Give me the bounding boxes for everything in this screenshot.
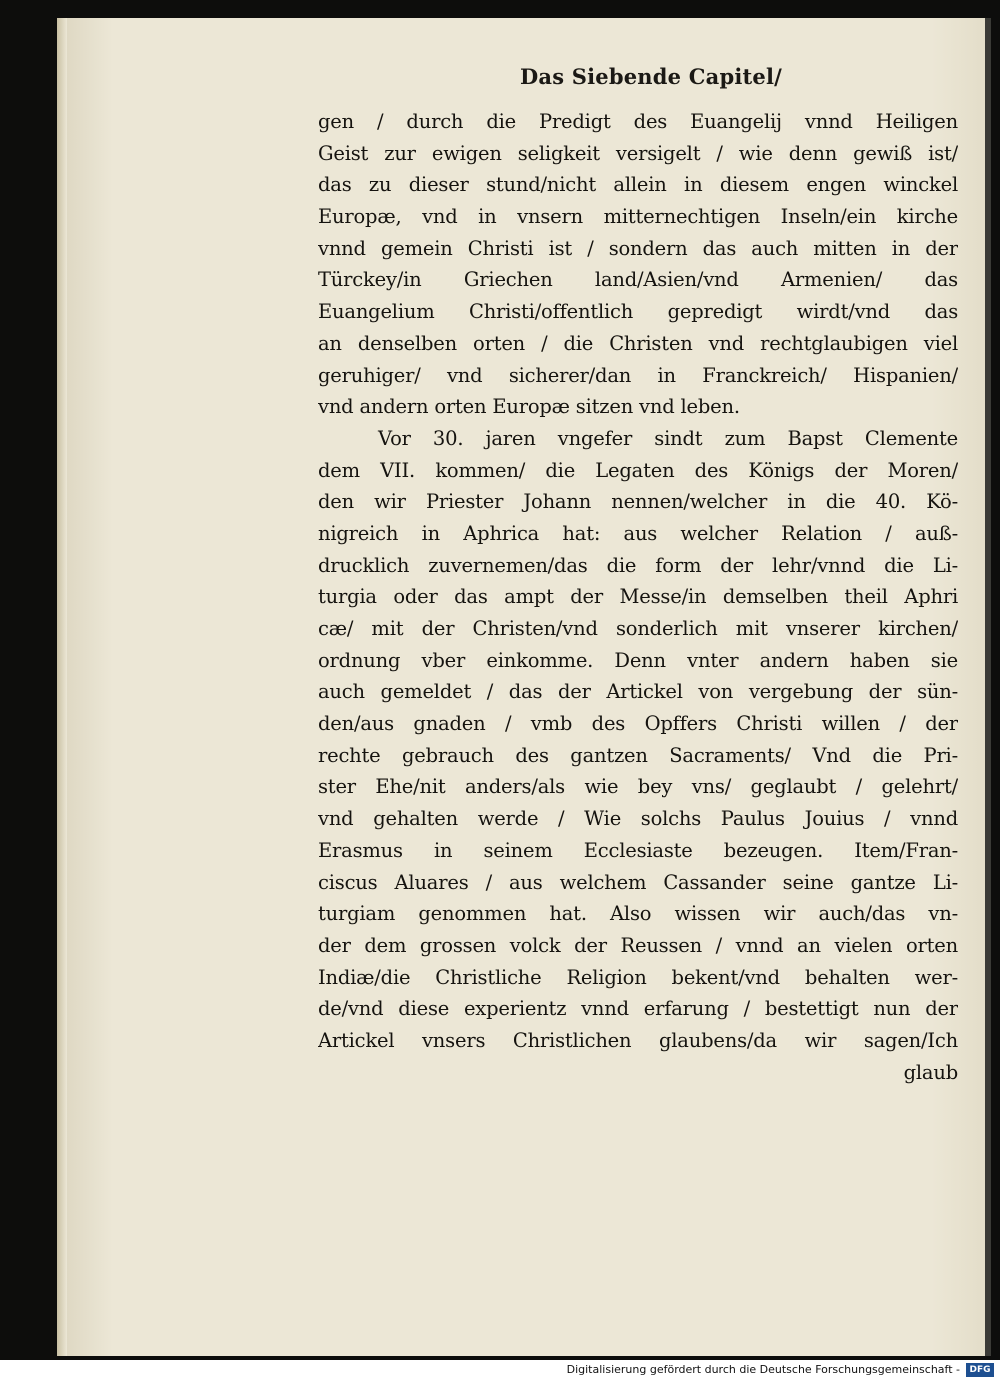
funding-credit: Digitalisierung gefördert durch die Deutsche Forschungsgemeinschaft -	[566, 1363, 960, 1376]
text-line: cæ/ mit der Christen/vnd sonderlich mit vnserer kirchen/	[318, 617, 958, 640]
text-line: Vor 30. jaren vngefer sindt zum Bapst Clemente	[378, 426, 958, 450]
text-line: vnnd gemein Christi ist / sondern das auch mitten in der	[318, 236, 958, 260]
text-line: turgiam genommen hat. Also wissen wir auch/das vn-	[318, 902, 958, 926]
text-line: den/aus gnaden / vmb des Opffers Christi willen / der	[318, 712, 958, 736]
text-line: gen / durch die Predigt des Euangelij vnnd Heiligen	[318, 110, 958, 133]
text-line: vnd andern orten Europæ sitzen vnd leben.	[318, 395, 740, 419]
text-line: Europæ, vnd in vnsern mitternechtigen Inseln/ein kirche	[318, 205, 958, 229]
text-line: geruhiger/ vnd sicherer/dan in Franckreich/ Hispanien/	[318, 363, 958, 387]
text-line: auch gemeldet / das der Artickel von vergebung der sün-	[318, 680, 958, 704]
text-line: Türckey/in Griechen land/Asien/vnd Armenien/ das	[318, 268, 958, 292]
running-head: Das Siebende Capitel/	[520, 64, 783, 89]
text-line: turgia oder das ampt der Messe/in demselben theil Aphri	[318, 585, 958, 609]
text-line: dem VII. kommen/ die Legaten des Königs der Moren/	[318, 458, 958, 482]
page-gutter-shadow	[57, 18, 67, 1356]
page-body-text	[318, 106, 958, 1088]
text-line: das zu dieser stund/nicht allein in diesem engen winckel	[318, 173, 958, 197]
text-line: Artickel vnsers Christlichen glaubens/da wir sagen/Ich	[318, 1028, 958, 1052]
text-line: nigreich in Aphrica hat: aus welcher Relation / auß-	[318, 521, 958, 545]
text-line: den wir Priester Johann nennen/welcher in die 40. Kö-	[318, 490, 958, 514]
text-line: Geist zur ewigen seligkeit versigelt / wie denn gewiß ist/	[318, 141, 958, 165]
text-line: drucklich zuvernemen/das die form der lehr/vnnd die Li-	[318, 553, 958, 577]
text-line: Euangelium Christi/offentlich gepredigt wirdt/vnd das	[318, 300, 958, 324]
text-line: rechte gebrauch des gantzen Sacraments/ Vnd die Pri-	[318, 743, 958, 767]
text-line: Erasmus in seinem Ecclesiaste bezeugen. Item/Fran-	[318, 838, 958, 862]
text-line: ster Ehe/nit anders/als wie bey vns/ geglaubt / gelehrt/	[318, 775, 958, 799]
text-line: vnd gehalten werde / Wie solchs Paulus Jouius / vnnd	[318, 807, 958, 831]
page-right-edge	[985, 18, 991, 1356]
footer-bar	[0, 1360, 1000, 1381]
text-line: der dem grossen volck der Reussen / vnnd an vielen orten	[318, 933, 958, 957]
text-line: an denselben orten / die Christen vnd rechtglaubigen viel	[318, 331, 958, 355]
text-line: de/vnd diese experientz vnnd erfarung / bestettigt nun der	[318, 997, 958, 1021]
text-line: Indiæ/die Christliche Religion bekent/vnd behalten wer-	[318, 965, 958, 989]
text-line: ciscus Aluares / aus welchem Cassander seine gantze Li-	[318, 870, 958, 894]
text-line: ordnung vber einkomme. Denn vnter andern haben sie	[318, 648, 958, 672]
catchword: glaub	[903, 1060, 958, 1084]
dfg-logo: DFG	[966, 1363, 994, 1377]
